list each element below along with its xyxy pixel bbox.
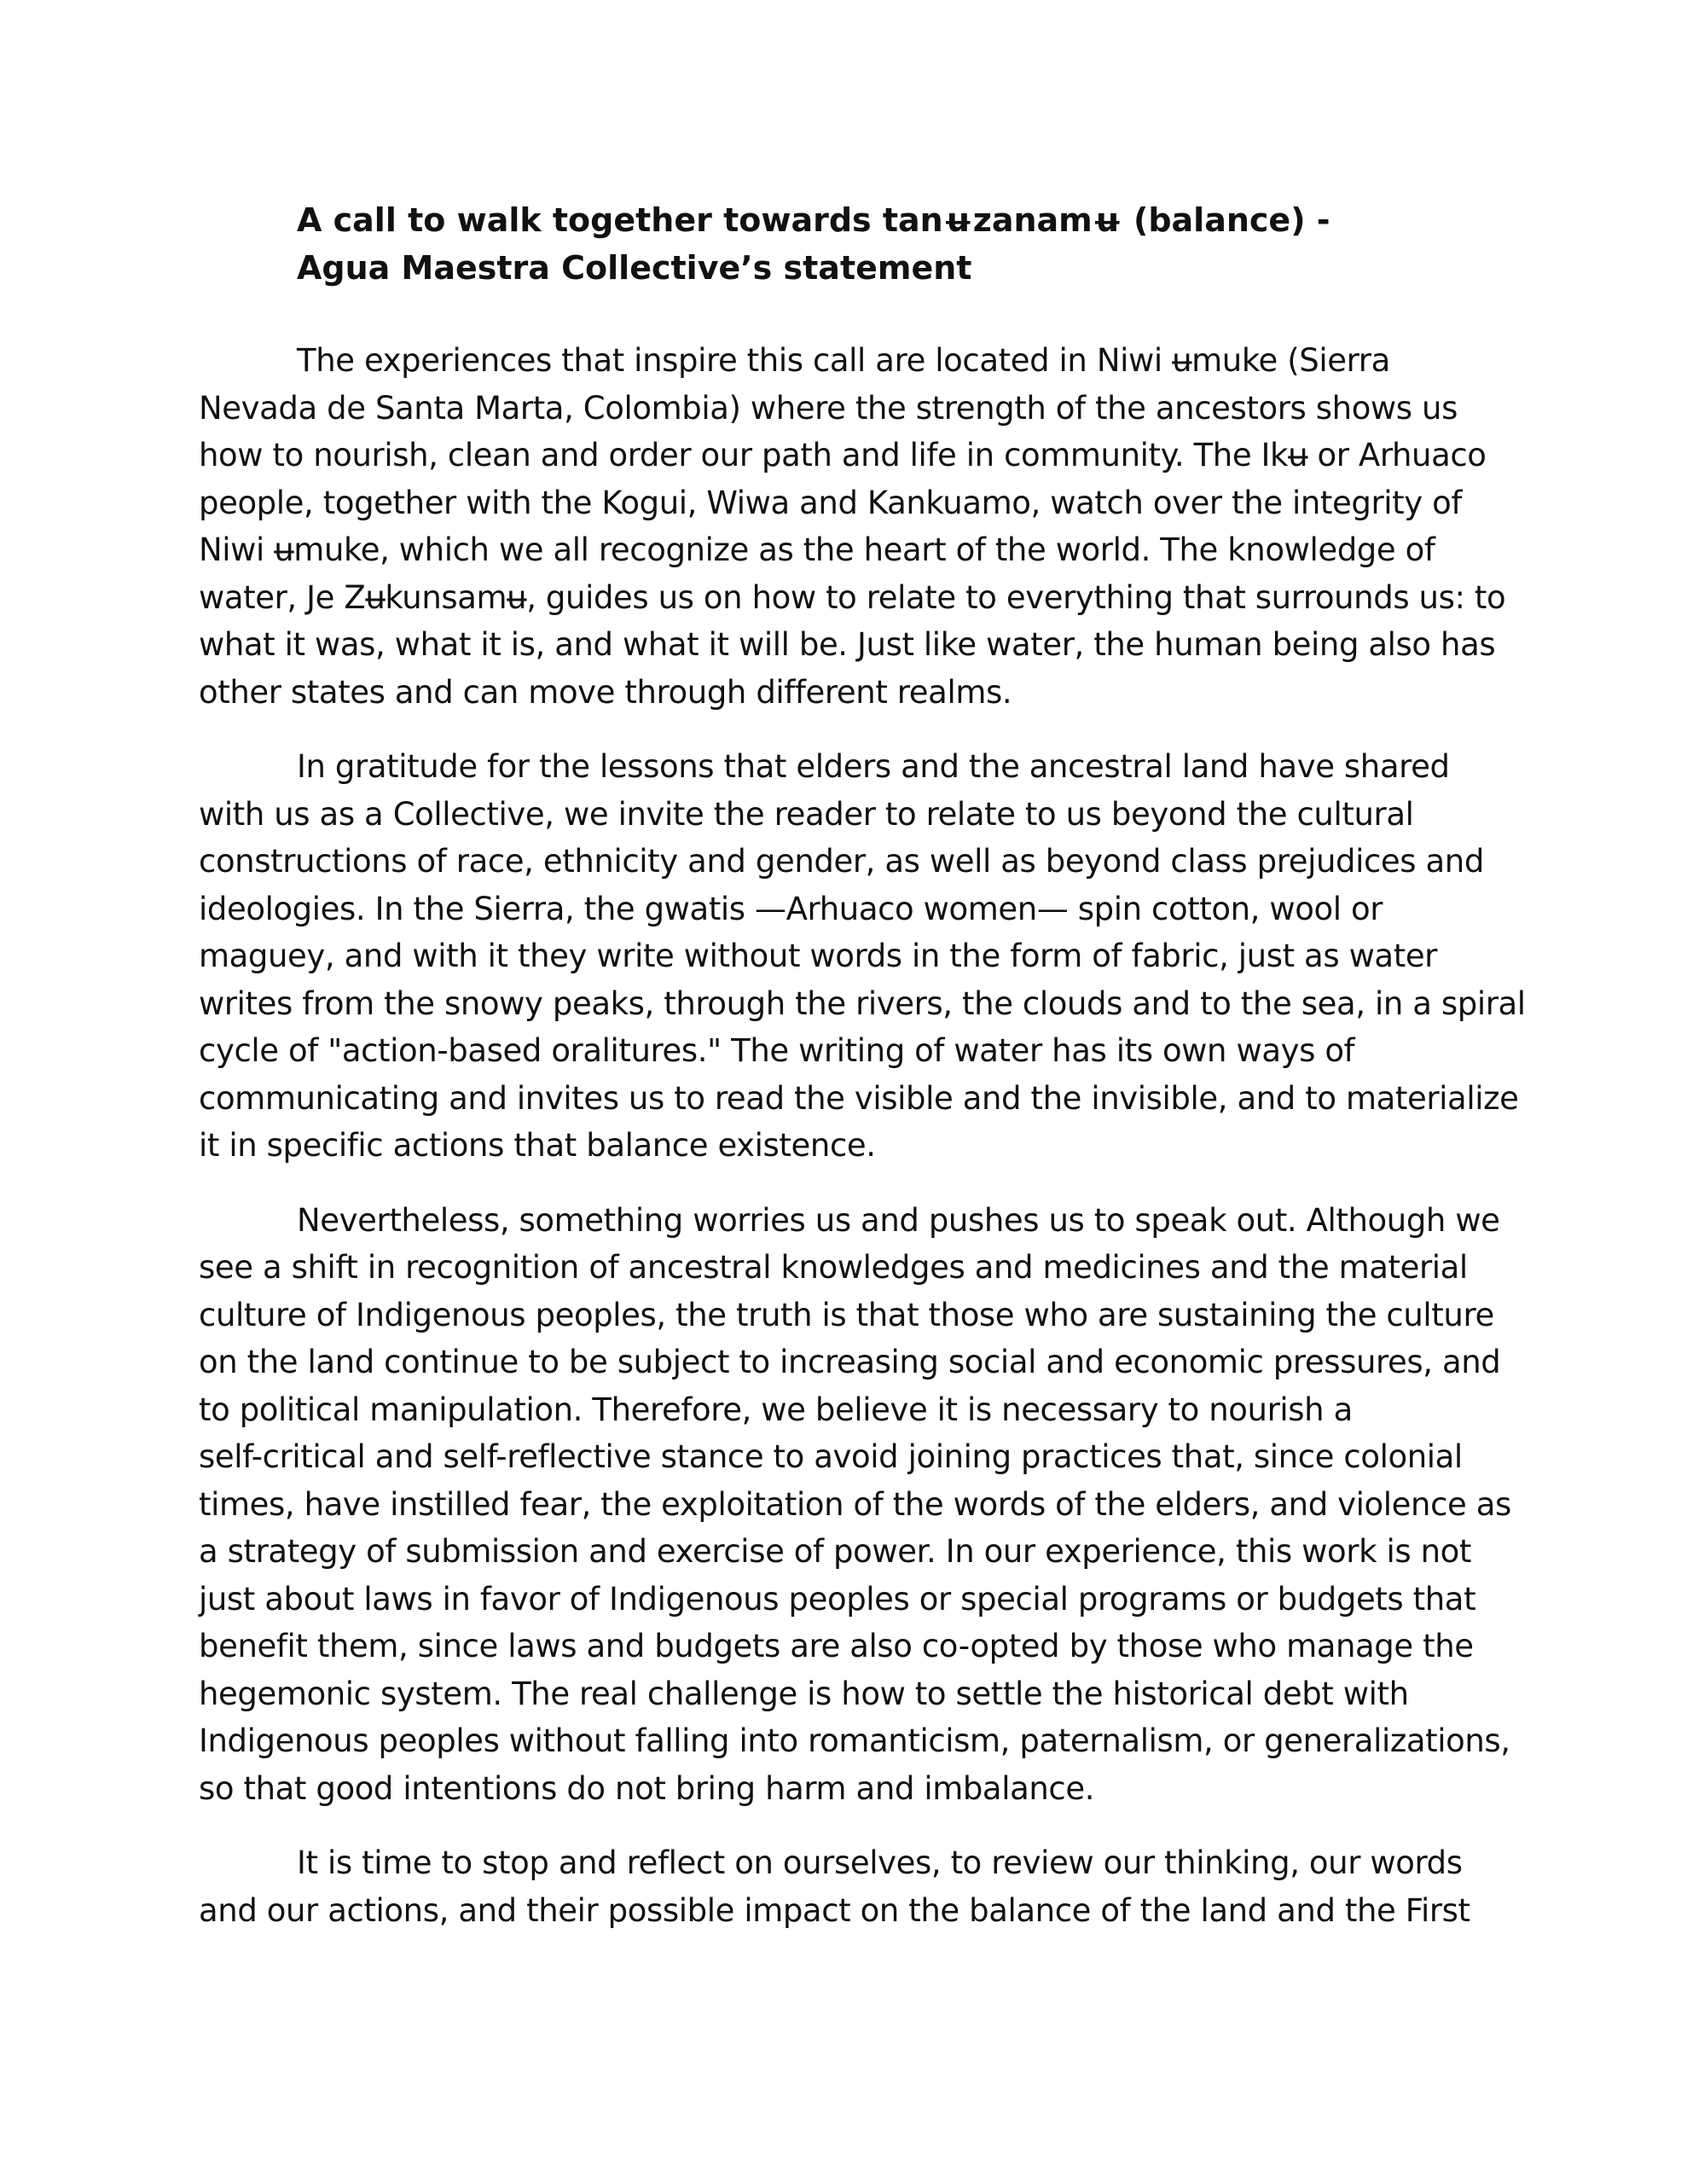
paragraph-line: it in specific actions that balance existence. <box>199 1127 876 1164</box>
paragraph-line: water, Je Zʉkunsamʉ, guides us on how to relate to everything that surrounds us: to <box>199 578 1506 616</box>
paragraph-2 <box>199 743 1526 1170</box>
paragraph-line: other states and can move through different realms. <box>199 673 1012 711</box>
paragraph-line: to political manipulation. Therefore, we believe it is necessary to nourish a <box>199 1391 1353 1428</box>
paragraph-line: Nevada de Santa Marta, Colombia) where the strength of the ancestors shows us <box>199 389 1458 427</box>
paragraph-line: so that good intentions do not bring harm and imbalance. <box>199 1769 1095 1807</box>
paragraph-line: cycle of "action-based oralitures." The writing of water has its own ways of <box>199 1032 1355 1069</box>
paragraph-line: culture of Indigenous peoples, the truth is that those who are sustaining the culture <box>199 1296 1494 1333</box>
paragraph-line: on the land continue to be subject to increasing social and economic pressures, and <box>199 1344 1501 1380</box>
paragraph-line: In gratitude for the lessons that elders and the ancestral land have shared <box>297 748 1450 785</box>
paragraph-line: It is time to stop and reflect on ourselves, to review our thinking, our words <box>297 1844 1463 1881</box>
paragraph-line: see a shift in recognition of ancestral knowledges and medicines and the material <box>199 1249 1468 1286</box>
paragraph-line: times, have instilled fear, the exploitation of the words of the elders, and violence as <box>199 1485 1511 1523</box>
document-title <box>297 196 1406 292</box>
paragraph-line: and our actions, and their possible impact on the balance of the land and the First <box>199 1891 1470 1929</box>
title-line-1: A call to walk together towards tanʉzanamʉ (balance) - <box>297 201 1330 239</box>
paragraph-line: Indigenous peoples without falling into romanticism, paternalism, or generalizations, <box>199 1722 1510 1759</box>
document-body <box>199 337 1526 1961</box>
paragraph-line: with us as a Collective, we invite the reader to relate to us beyond the cultural <box>199 795 1414 833</box>
paragraph-line: communicating and invites us to read the visible and the invisible, and to materialize <box>199 1079 1519 1117</box>
paragraph-line: Niwi ʉmuke, which we all recognize as the heart of the world. The knowledge of <box>199 531 1435 568</box>
paragraph-4 <box>199 1839 1488 1934</box>
paragraph-line: maguey, and with it they write without words in the form of fabric, just as water <box>199 938 1437 974</box>
paragraph-line: Nevertheless, something worries us and pushes us to speak out. Although we <box>297 1201 1500 1239</box>
paragraph-line: writes from the snowy peaks, through the rivers, the clouds and to the sea, in a spiral <box>199 985 1526 1022</box>
paragraph-line: how to nourish, clean and order our path and life in community. The Ikʉ or Arhuaco <box>199 437 1487 473</box>
paragraph-line: hegemonic system. The real challenge is how to settle the historical debt with <box>199 1675 1409 1712</box>
paragraph-line: ideologies. In the Sierra, the gwatis —Arhuaco women— spin cotton, wool or <box>199 890 1383 927</box>
paragraph-line: what it was, what it is, and what it will be. Just like water, the human being also has <box>199 626 1496 663</box>
paragraph-line: people, together with the Kogui, Wiwa and Kankuamo, watch over the integrity of <box>199 484 1462 521</box>
document-page <box>199 0 1526 2184</box>
paragraph-1 <box>199 337 1506 716</box>
paragraph-line: just about laws in favor of Indigenous peoples or special programs or budgets that <box>199 1580 1476 1618</box>
paragraph-line: constructions of race, ethnicity and gender, as well as beyond class prejudices and <box>199 843 1484 880</box>
paragraph-3 <box>199 1197 1511 1813</box>
paragraph-line: benefit them, since laws and budgets are also co-opted by those who manage the <box>199 1628 1474 1664</box>
paragraph-line: a strategy of submission and exercise of power. In our experience, this work is not <box>199 1533 1471 1570</box>
paragraph-line: self-critical and self-reflective stance to avoid joining practices that, since colonial <box>199 1438 1463 1475</box>
paragraph-line: The experiences that inspire this call are located in Niwi ʉmuke (Sierra <box>297 342 1390 379</box>
title-line-2: Agua Maestra Collective’s statement <box>297 249 972 287</box>
